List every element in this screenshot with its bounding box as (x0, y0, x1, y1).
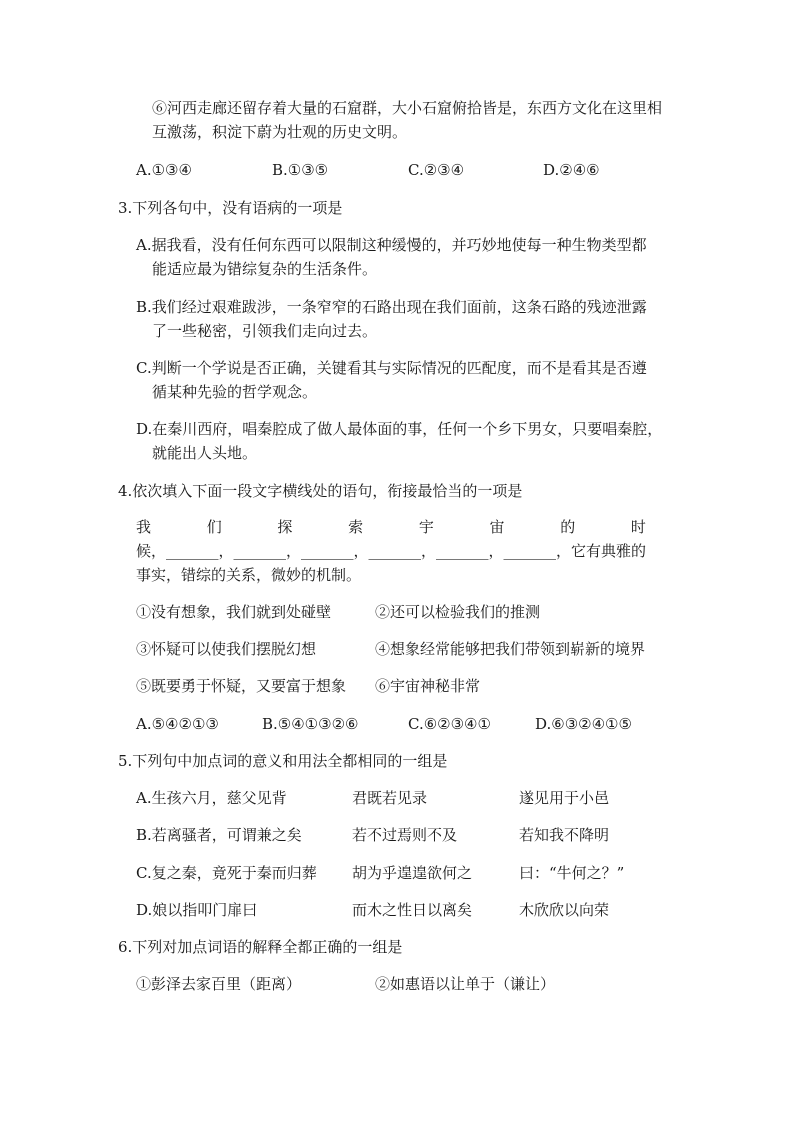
q4-option-d: D.⑥③②④①⑤ (535, 715, 632, 733)
q3-option-a-line2: 能适应最为错综复杂的生活条件。 (152, 260, 378, 278)
q4-passage-line2: 候，_______，_______，_______，_______，_______，_______，它有典雅的 (136, 542, 647, 560)
q2-item-6-line1: ⑥河西走廊还留存着大量的石窟群，大小石窟俯拾皆是，东西方文化在这里相 (152, 99, 663, 117)
q4-passage-line1 (136, 517, 646, 537)
q5-row-d-col3: 木欣欣以向荣 (519, 901, 610, 919)
q5-row-a-col3: 遂见用于小邑 (519, 789, 610, 807)
q3-stem: 3.下列各句中，没有语病的一项是 (118, 199, 343, 217)
q2-option-c: C.②③④ (408, 161, 465, 179)
q5-row-c-col1: C.复之秦，竟死于秦而归葬 (136, 864, 317, 882)
q2-option-b: B.①③⑤ (272, 161, 329, 179)
q3-option-b-line2: 了一些秘密，引领我们走向过去。 (152, 322, 378, 340)
q4-item-6: ⑥宇宙神秘非常 (375, 677, 481, 695)
q4-item-3: ③怀疑可以使我们摆脱幻想 (136, 640, 317, 658)
q2-item-6-line2: 互激荡，积淀下蔚为壮观的历史文明。 (152, 123, 408, 141)
q4-item-1: ①没有想象，我们就到处碰壁 (136, 603, 332, 621)
q6-item-2: ②如惠语以让单于（谦让） (375, 975, 556, 993)
q5-row-d-col2: 而木之性日以离矣 (352, 901, 473, 919)
q5-row-c-col2: 胡为乎遑遑欲何之 (352, 864, 473, 882)
q4-char: 的 (560, 518, 576, 536)
q4-stem: 4.依次填入下面一段文字横线处的语句，衔接最恰当的一项是 (118, 482, 523, 500)
q5-row-a-col2: 君既若见录 (352, 789, 428, 807)
q4-char: 们 (206, 518, 222, 536)
q3-option-b-line1: B.我们经过艰难跋涉，一条窄窄的石路出现在我们面前，这条石路的残迹泄露 (136, 298, 647, 316)
q5-row-b-col3: 若知我不降明 (519, 826, 610, 844)
q4-option-c: C.⑥②③④① (408, 715, 491, 733)
q5-row-c-col3: 曰：“牛何之？” (519, 864, 625, 882)
q3-option-c-line2: 循某种先验的哲学观念。 (152, 383, 318, 401)
q3-option-a-line1: A.据我看，没有任何东西可以限制这种缓慢的，并巧妙地使每一种生物类型都 (136, 236, 647, 254)
q4-item-2: ②还可以检验我们的推测 (375, 603, 541, 621)
q4-item-5: ⑤既要勇于怀疑，又要富于想象 (136, 677, 347, 695)
q6-stem: 6.下列对加点词语的解释全都正确的一组是 (118, 938, 403, 956)
q4-passage-line3: 事实，错综的关系，微妙的机制。 (136, 566, 362, 584)
q3-option-d-line1: D.在秦川西府，唱秦腔成了做人最体面的事，任何一个乡下男女，只要唱秦腔， (136, 420, 663, 438)
q2-option-d: D.②④⑥ (543, 161, 600, 179)
q6-item-1: ①彭泽去家百里（距离） (136, 975, 302, 993)
q4-char: 宇 (418, 518, 434, 536)
q4-char: 宙 (489, 518, 505, 536)
q5-row-a-col1: A.生孩六月，慈父见背 (136, 789, 287, 807)
q4-char: 时 (630, 518, 646, 536)
q2-option-a: A.①③④ (136, 161, 192, 179)
q4-item-4: ④想象经常能够把我们带领到崭新的境界 (375, 640, 646, 658)
q4-char: 我 (136, 518, 152, 536)
q5-row-d-col1: D.娘以指叩门扉曰 (136, 901, 258, 919)
q5-row-b-col1: B.若离骚者，可谓兼之矣 (136, 826, 302, 844)
q5-stem: 5.下列句中加点词的意义和用法全都相同的一组是 (118, 752, 448, 770)
q4-char: 探 (277, 518, 293, 536)
q4-option-b: B.⑤④①③②⑥ (262, 715, 359, 733)
q5-row-b-col2: 若不过焉则不及 (352, 826, 458, 844)
q4-option-a: A.⑤④②①③ (136, 715, 219, 733)
q3-option-d-line2: 就能出人头地。 (152, 444, 258, 462)
q3-option-c-line1: C.判断一个学说是否正确，关键看其与实际情况的匹配度，而不是看其是否遵 (136, 359, 647, 377)
q4-char: 索 (348, 518, 364, 536)
